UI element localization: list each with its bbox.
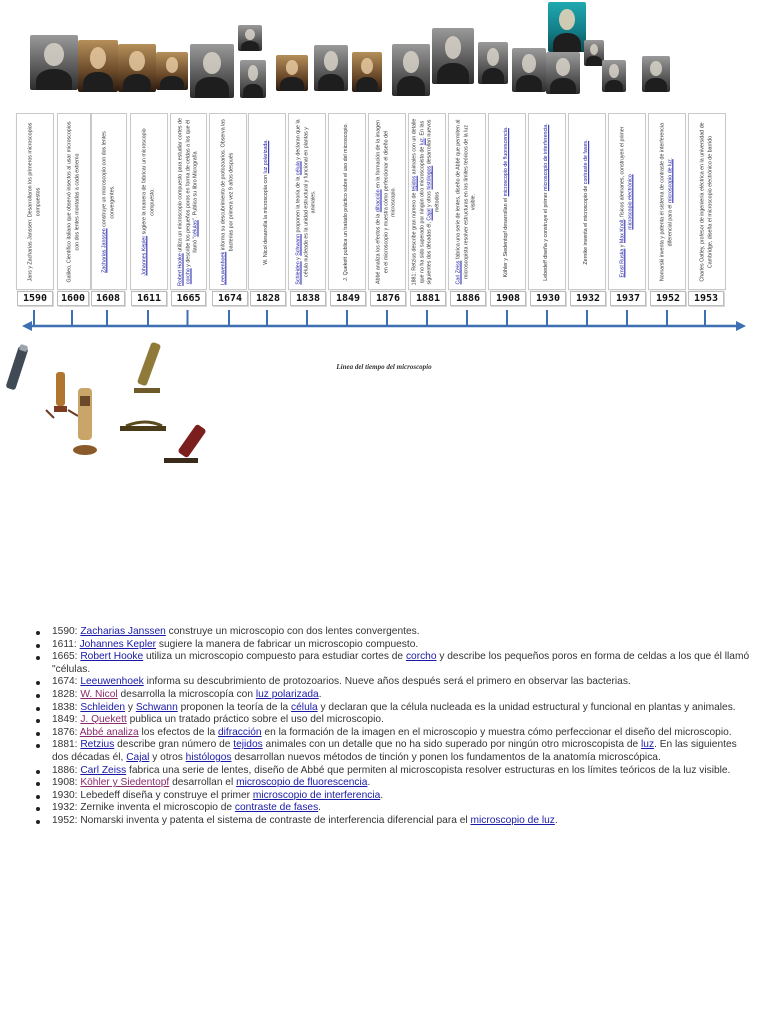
timeline-card-text — [101, 118, 116, 286]
timeline-year-label: 1665 — [171, 291, 206, 306]
text-link[interactable]: Schleiden — [295, 260, 302, 285]
timeline-card — [16, 113, 54, 290]
scientist-portrait-photo — [392, 44, 430, 96]
scientist-portrait-photo — [240, 60, 266, 98]
text-link[interactable]: microscopio de luz — [470, 814, 555, 826]
text-link[interactable]: Schleiden — [80, 701, 126, 713]
timeline-card — [130, 113, 168, 290]
timeline-year-label: 1952 — [650, 291, 686, 306]
text-link[interactable]: W. Nicol — [80, 688, 118, 700]
event-list-item — [52, 777, 752, 790]
event-list-item — [52, 689, 752, 702]
event-list-item — [52, 639, 752, 652]
text-run: ". Publica su libro Micrografía — [192, 150, 199, 220]
text-link[interactable]: histólogos — [185, 751, 232, 763]
text-run: . En las siguientes dos décadas él, — [52, 739, 737, 763]
text-link[interactable]: Carl Zeiss — [455, 260, 462, 284]
timeline-card — [488, 113, 526, 290]
timeline-year-label: 1608 — [91, 291, 125, 306]
text-run: . — [503, 126, 510, 128]
scientist-portrait-photo — [546, 52, 580, 94]
text-run: . — [318, 802, 322, 814]
text-link[interactable]: Robert Hooke — [176, 252, 183, 286]
text-run: informa su descubrimiento de protozoarios. Nueve años después será el primero en observar las bacterias. — [143, 676, 631, 688]
timeline-year-label: 1600 — [57, 291, 89, 306]
event-list-item — [52, 676, 752, 689]
text-run: 1665: — [52, 651, 81, 663]
text-link[interactable]: difracción — [375, 188, 382, 212]
text-run: 1932: Zernike inventa el microscopio de — [52, 802, 235, 814]
text-run: . — [367, 777, 371, 789]
text-link[interactable]: células — [192, 219, 199, 237]
timeline-year-label: 1908 — [490, 291, 526, 306]
scientist-portrait-photo — [118, 44, 156, 92]
scientist-portrait-photo — [238, 25, 262, 51]
text-link[interactable]: microscopio de fluorescencia — [503, 127, 510, 196]
scientist-portrait-photo — [548, 2, 586, 52]
text-run: fabrica una serie de lentes, diseño de Abbé que permiten al microscopista resolver estructuras en los límites teóricos de la luz visible. — [126, 764, 731, 776]
event-list-item — [52, 765, 752, 778]
text-run: . — [543, 122, 550, 125]
timeline-card-text — [343, 118, 351, 286]
text-run: y describe los pequeños poros en forma de celdas a los que él llamó " — [184, 119, 199, 268]
text-link[interactable]: Johannes Kepler — [79, 638, 157, 650]
timeline-card-text — [503, 118, 511, 286]
event-list-item — [52, 727, 752, 740]
text-run: utiliza un microscopio compuesto para estudiar cortes de — [143, 651, 406, 663]
text-run: 1611: — [52, 638, 80, 650]
text-link[interactable]: corcho — [184, 267, 191, 284]
text-link[interactable]: Abbé analiza — [79, 726, 139, 738]
timeline-card-text — [699, 118, 714, 286]
text-run: 1886: — [52, 764, 81, 776]
text-run: proponen la teoría de la — [177, 701, 292, 713]
microscope-illustrations — [6, 338, 216, 473]
text-link[interactable]: Robert Hooke — [80, 651, 144, 663]
scientist-portrait-photo — [432, 28, 474, 84]
text-link[interactable]: contraste de fases — [234, 802, 319, 814]
text-link[interactable]: Zacharias Janssen — [101, 227, 108, 273]
timeline-card — [688, 113, 726, 290]
text-link[interactable]: Johannes Kepler — [141, 235, 148, 276]
event-list-item — [52, 714, 752, 727]
text-run: desarrolla la microscopía con — [117, 688, 256, 700]
timeline-card — [91, 113, 127, 290]
text-run: y otros — [427, 189, 433, 208]
text-link[interactable]: J. Quekett — [80, 714, 127, 726]
text-run: utiliza un microscopio compuesto para estudiar cortes de — [176, 117, 183, 253]
timeline-card — [288, 113, 326, 290]
timeline-card — [648, 113, 686, 290]
timeline-card-text — [263, 118, 271, 286]
text-link[interactable]: Schwann — [135, 701, 178, 713]
event-list-item — [52, 626, 752, 639]
timeline-card-text — [375, 118, 398, 286]
text-link[interactable]: Leeuwenhoek — [220, 251, 227, 285]
event-list-item — [52, 739, 752, 764]
timeline-caption: Línea del tiempo del microscopio — [336, 363, 432, 371]
timeline-year-label: 1930 — [530, 291, 566, 306]
text-run: construye un microscopio con dos lentes convergentes. — [101, 130, 115, 228]
scientist-portrait-photo — [512, 48, 546, 92]
text-run: y — [125, 701, 136, 713]
text-run: . — [583, 138, 590, 141]
text-link[interactable]: Cajal — [126, 751, 150, 763]
text-run: Charles Oatley, profesor de ingeniería eléctrica en la universidad de Cambridge, diseña el microscopio electrónico de barrido — [699, 121, 713, 282]
scientist-portrait-photo — [78, 40, 118, 92]
text-run: 1908: — [52, 777, 81, 789]
timeline-card-text — [543, 118, 551, 286]
text-link[interactable]: Max Knoll — [619, 219, 626, 243]
text-run: en la formación de la imagen en el microscopio y muestra cómo perfeccionar el diseño del microscopio. — [261, 726, 732, 738]
text-link[interactable]: microscopio de fluorescencia — [236, 777, 368, 789]
text-link[interactable]: Cajal — [427, 207, 433, 221]
timeline-year-label: 1953 — [688, 291, 724, 306]
text-run: Jans y Zacharias Janssen: Desarrollaron los primeros microscopios compuestos — [27, 122, 41, 281]
text-run: y declaran que la célula nucleada es la unidad estructural y funcional en plantas y animales. — [317, 701, 736, 713]
text-link[interactable]: luz — [419, 137, 426, 145]
text-run: . — [318, 688, 322, 700]
text-link[interactable]: tejidos — [411, 175, 418, 191]
text-run: describe gran número de — [114, 739, 234, 751]
text-link[interactable]: tejidos — [233, 739, 263, 751]
text-link[interactable]: luz polarizada — [255, 688, 319, 700]
timeline-year-label: 1886 — [450, 291, 486, 306]
scientist-portraits-strip — [0, 0, 768, 112]
text-run: 1930: Lebedeff diseña y construye el primer — [52, 789, 253, 801]
text-link[interactable]: Ernst Ruska — [619, 248, 626, 278]
timeline-card — [248, 113, 286, 290]
timeline-year-label: 1932 — [570, 291, 606, 306]
timeline-year-label: 1849 — [330, 291, 366, 306]
text-run: los efectos de la — [138, 726, 218, 738]
scientist-portrait-photo — [314, 45, 348, 91]
text-run: 1828: — [52, 688, 81, 700]
scientist-portrait-photo — [478, 42, 508, 84]
timeline-year-label: 1876 — [370, 291, 406, 306]
timeline-card — [368, 113, 406, 290]
timeline-year-label: 1937 — [610, 291, 646, 306]
timeline-card — [408, 113, 446, 290]
text-run: desarrollan nuevos métodos — [427, 119, 441, 212]
event-list-item — [52, 815, 752, 828]
text-run: Galileo, Científico italiano que observó insectos al usar microscopios con dos lentes montadas a cada extremo — [66, 120, 80, 283]
text-run: . En las siguientes dos décadas él, — [419, 120, 433, 284]
text-run: en la formación de la imagen en el microscopio y muestra cómo perfeccionar el diseño del microscopio. — [375, 119, 397, 273]
text-link[interactable]: Schwann — [295, 233, 302, 256]
text-link[interactable]: Carl Zeiss — [80, 764, 127, 776]
text-run: Zernike inventa el microscopio de — [583, 183, 590, 265]
text-link[interactable]: célula — [291, 701, 318, 713]
scientist-portrait-photo — [642, 56, 670, 92]
text-run: . — [380, 789, 384, 801]
timeline-card-text — [412, 118, 443, 286]
timeline-card — [448, 113, 486, 290]
timeline-card-text — [659, 118, 674, 286]
scientist-portrait-photo — [190, 44, 234, 98]
event-list-item — [52, 790, 752, 803]
timeline-card-text — [583, 118, 591, 286]
timeline-card-text — [455, 118, 478, 286]
timeline-card-text — [220, 118, 235, 286]
text-run: 1838: — [52, 701, 81, 713]
text-run: 1881: Retzius describe gran número de — [411, 190, 418, 285]
text-link[interactable]: difracción — [217, 726, 262, 738]
text-run: y — [619, 242, 626, 249]
text-link[interactable]: microscopio de interferencia — [543, 124, 550, 191]
event-list-item — [52, 651, 752, 676]
text-run: animales con un detalle que no ha sido superado por ningún otro microscopista de — [262, 739, 642, 751]
text-link[interactable]: Köhler y Siedentopf — [80, 777, 170, 789]
scientist-portrait-photo — [156, 52, 188, 90]
text-run: Abbé analiza los efectos de la — [375, 211, 382, 284]
text-run: fabrica una serie de lentes, diseño de Abbé que permiten al microscopista resolver estructuras en los límites teóricos de la luz visible. — [455, 119, 477, 279]
timeline-year-label: 1611 — [131, 291, 167, 306]
text-link[interactable]: Retzius — [80, 739, 115, 751]
text-link[interactable]: luz polarizada — [263, 140, 270, 173]
text-link[interactable]: Zacharias Janssen — [80, 626, 166, 637]
text-run: . — [263, 138, 270, 141]
timeline-card-text — [619, 118, 634, 286]
wooden-microscope-icon — [73, 388, 97, 455]
text-run: y declaran que la célula nucleada es la unidad estructural y funcional en plantas y animales. — [295, 118, 317, 277]
event-list — [52, 626, 752, 828]
scientist-portrait-photo — [584, 40, 604, 66]
event-list-item — [52, 802, 752, 815]
text-run: desarrollan nuevos métodos de tinción y ponen los fundamentos de la anatomía microscópica. — [231, 751, 661, 763]
timeline-card — [328, 113, 366, 290]
text-run: informa su descubrimiento de protozoarios. Observa las bacterias por primera vez 9 años después — [220, 118, 234, 252]
text-run: 1876: — [52, 726, 80, 738]
timeline-card — [170, 113, 207, 290]
scientist-portrait-photo — [602, 60, 626, 92]
text-run: 1849: — [52, 714, 81, 726]
text-run: Lebedeff diseña y construye el primer — [543, 190, 550, 281]
compound-microscope-icon — [120, 342, 166, 431]
text-run: proponen la teoría de la — [295, 174, 302, 234]
text-link[interactable]: microscopio electrónico — [627, 173, 633, 230]
timeline-card — [608, 113, 646, 290]
text-run: y describe los pequeños poros en forma de celdas a los que él llamó "células. — [52, 651, 750, 675]
timeline-year-label: 1881 — [410, 291, 446, 306]
scientist-portrait-photo — [276, 55, 308, 91]
text-link[interactable]: célula — [295, 160, 302, 175]
text-run: . — [667, 157, 673, 159]
text-run: publica un tratado práctico sobre el uso del microscopio. — [126, 714, 384, 726]
text-run: construye un microscopio con dos lentes convergentes. — [165, 626, 420, 637]
red-microscope-icon — [164, 424, 207, 463]
text-run: desarrollan el — [169, 777, 237, 789]
text-run: 1881: — [52, 739, 81, 751]
timeline-card-text — [27, 118, 42, 286]
text-link[interactable]: microscopio de interferencia — [252, 789, 381, 801]
text-run: , físicos alemanes, construyen el primer — [619, 125, 626, 220]
text-run: Nomarski inventa y patenta el sistema de contraste de interferencia diferencial para el — [659, 122, 673, 281]
timeline-card-text — [295, 118, 318, 286]
text-link[interactable]: luz — [641, 739, 655, 751]
timeline-axis-arrow-left — [22, 321, 32, 331]
timeline-axis-arrow-right — [736, 321, 746, 331]
timeline-card — [209, 113, 247, 290]
text-link[interactable]: contraste de fases — [583, 140, 590, 184]
text-run: sugiere la manera de fabricar un microscopio compuesto. — [156, 638, 419, 650]
event-list-item — [52, 702, 752, 715]
brass-microscope-icon — [46, 372, 78, 418]
timeline-card — [528, 113, 566, 290]
text-run: 1590: — [52, 626, 81, 637]
text-run: y otros — [149, 751, 186, 763]
timeline-year-label: 1590 — [17, 291, 53, 306]
text-link[interactable]: corcho — [405, 651, 437, 663]
timeline-card — [57, 113, 91, 290]
timeline-year-label: 1674 — [212, 291, 248, 306]
text-run: 1674: — [52, 676, 81, 688]
text-run: animales con un detalle que no ha sido superado por ningún otro microscopista de — [411, 118, 426, 283]
text-run: sugiere la manera de fabricar un microscopio compuesto. — [141, 127, 155, 236]
text-link[interactable]: Leeuwenhoek — [80, 676, 144, 688]
text-run: 1952: Nomarski inventa y patenta el sistema de contraste de interferencia diferencial para el — [52, 814, 471, 826]
timeline-card — [568, 113, 606, 290]
text-run: y — [295, 255, 302, 261]
text-run: J. Quekett publica un tratado práctico sobre el uso del microscopio. — [343, 122, 350, 281]
timeline-year-label: 1828 — [250, 291, 286, 306]
text-run: Köhler y Siedentopf desarrollan el — [503, 195, 510, 277]
scientist-portrait-photo — [352, 52, 382, 92]
timeline-card-text — [177, 118, 200, 286]
text-run: . — [554, 814, 558, 826]
text-link[interactable]: histólogos — [427, 165, 433, 190]
timeline-year-label: 1838 — [290, 291, 326, 306]
scientist-portrait-photo — [30, 35, 78, 90]
timeline-card-text — [66, 118, 81, 286]
text-link[interactable]: microscopio de luz — [667, 158, 673, 203]
text-run: W. Nicol desarrolla la microscopía con — [263, 172, 270, 265]
timeline-card-text — [141, 118, 156, 286]
